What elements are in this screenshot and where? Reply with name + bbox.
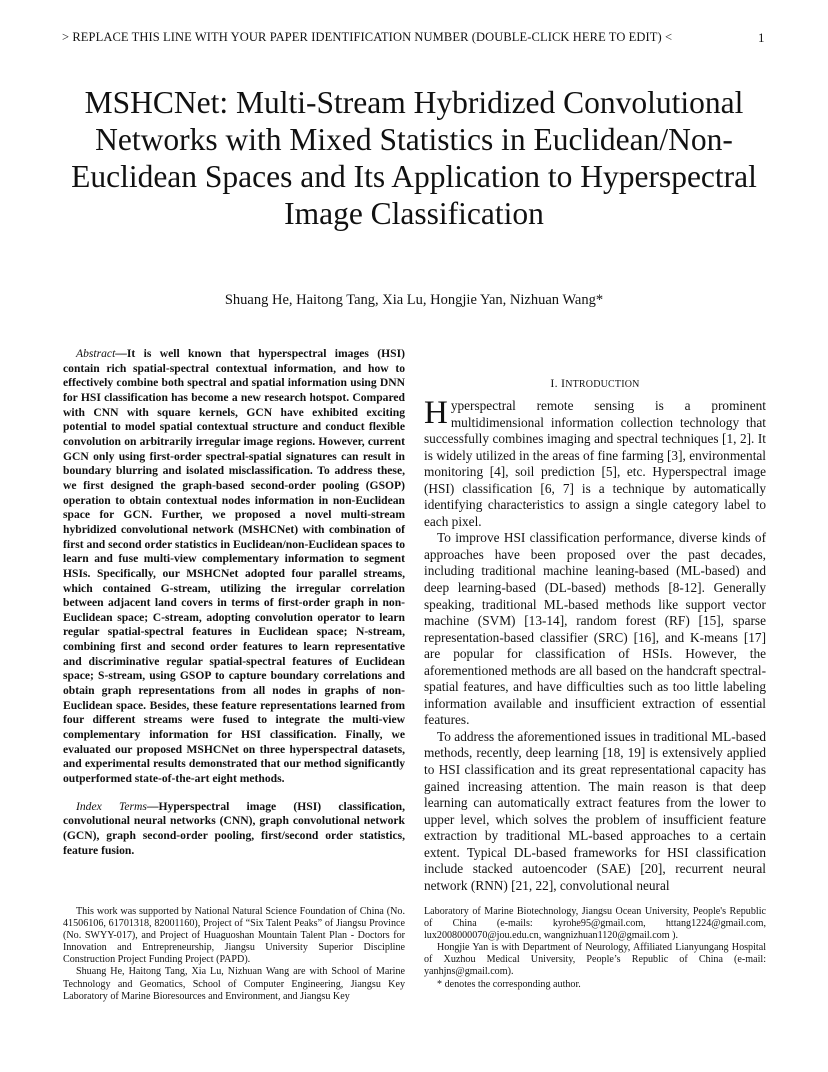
abstract-text: —It is well known that hyperspectral images (HSI) contain rich spatial-spectral contextual information, and how to effectively combine both spectral and spatial information using DNN for HSI classification has become a new research hotspot. Compared with CNN with square kernels, GCN have exhibited exciting potential to model spatial contextual structure and conduct flexible convolution on arbitrarily irregular image regions. However, current GCN only using first-order spectral-spatial signatures can result in boundary blurring and isolated misclassification. To address these, we first designed the graph-based second-order pooling (GSOP) operation to obtain contextual nodes information in non-Euclidean space for GCN. Further, we proposed a novel multi-stream hybridized convolutional network (MSHCNet) with combination of first and second order statistics in Euclidean/non-Euclidean spaces to learn and fuse multi-view complementary information to segment HSIs. Specifically, our MSHCNet adopted four parallel streams, which contained G-stream, utilizing the irregular correlation between adjacent land covers in terms of first-order graph in non-Euclidean space; C-stream, adopting convolution operator to learn regular spatial-spectral features in Euclidean space; N-stream, combining first and second order features to learn representative and discriminative regular spatial-spectral features of Euclidean space; S-stream, using GSOP to capture boundary correlations and obtain graph representations from all nodes in graphs of non-Euclidean space. Besides, these feature representations learned from four different streams were fused to integrate the multi-view complementary information for HSI classification. Finally, we evaluated our proposed MSHCNet on three hyperspectral datasets, and experimental results demonstrated that our method significantly outperformed state-of-the-art eight methods.: [63, 347, 405, 786]
intro-paragraph-1: [424, 395, 766, 530]
abstract-lead: Abstract: [76, 347, 116, 360]
page-number: 1: [758, 30, 765, 45]
running-head: > REPLACE THIS LINE WITH YOUR PAPER IDENTIFICATION NUMBER (DOUBLE-CLICK HERE TO EDIT) <: [62, 30, 673, 44]
drop-cap: H: [424, 395, 448, 431]
footnote-funding: This work was supported by National Natural Science Foundation of China (No. 41506106, 61701318, 82001160), Project of “Six Talent Peaks” of Jiangsu Province (No. SWYY-017), and Project of Huaguoshan Mountain Talent Plan - Doctors for Innovation and Entrepreneurship, Jiangsu University Superior Discipline Construction Project Funding Project (PAPD).: [63, 906, 405, 966]
index-terms-lead: Index Terms: [76, 799, 147, 813]
right-column: [424, 376, 766, 894]
section-heading-introduction: [424, 376, 766, 391]
footnotes-right: [424, 906, 766, 991]
heading-smallcaps: NTRODUCTION: [565, 379, 640, 390]
footnote-corresponding: * denotes the corresponding author.: [437, 978, 581, 990]
footnotes-left: [63, 906, 405, 1003]
index-terms-text: —Hyperspectral image (HSI) classification, convolutional neural networks (CNN), graph convolutional network (GCN), graph second-order pooling, first/second order statistics, feature fusion.: [63, 799, 405, 857]
abstract: [63, 347, 405, 787]
intro-paragraph-3: To address the aforementioned issues in traditional ML-based methods, recently, deep learning [18, 19] is extensively applied to HSI classification and its great representational capacity has gained increasing attention. The main reason is that deep learning can automatically extract features from the lower to upper level, which solves the problem of insufficient feature extraction by traditional ML-based approaches to a certain extent. Typical DL-based frameworks for HSI classification include stacked autoencoder (SAE) [20], recurrent neural network (RNN) [21, 22], convolutional neural: [424, 728, 766, 893]
author-list: Shuang He, Haitong Tang, Xia Lu, Hongjie Yan, Nizhuan Wang*: [224, 292, 604, 308]
heading-numeral: I. I: [550, 376, 566, 390]
footnote-affiliation-1-continued: Laboratory of Marine Biotechnology, Jiangsu Ocean University, People's Republic of China (e-mails: kyrohe95@gmail.com, httang1224@gmail.com, lux2008000070@jou.edu.cn, wangnizhuan1120@gmail.com ).: [424, 906, 766, 942]
footnote-affiliation-2: Hongjie Yan is with Department of Neurology, Affiliated Lianyungang Hospital of Xuzhou Medical University, People’s Republic of China (e-mail: yanhjns@gmail.com).: [424, 942, 766, 978]
paper-title: MSHCNet: Multi-Stream Hybridized Convolutional Networks with Mixed Statistics in Euclidean/Non-Euclidean Spaces and Its Application to Hyperspectral Image Classification: [71, 85, 757, 231]
intro-paragraph-1-text: yperspectral remote sensing is a prominent multidimensional information collection technology that successfully combines imaging and spectral techniques [1, 2]. It is widely utilized in the areas of fine farming [3], environmental monitoring [4], soil prediction [5], etc. Hyperspectral image (HSI) classification [6, 7] is a technique by automatically identifying characteristics to assign a single category label to each pixel.: [424, 398, 766, 529]
index-terms: [63, 800, 405, 859]
left-column: [63, 347, 405, 858]
intro-paragraph-2: To improve HSI classification performance, diverse kinds of approaches have been proposed over the past decades, including traditional machine leaning-based (ML-based) and deep learning-based (DL-based) methods [8-12]. Generally speaking, traditional ML-based methods like support vector machine (SVM) [13-14], random forest (RF) [15], sparse representation-based classifier (SRC) [16], and K-means [17] are popular for classification of HSIs. However, the aforementioned methods are all based on the handcraft spectral-spatial features, and have difficulties such as too little labeling information available and insufficient extraction of essential features.: [424, 530, 766, 728]
footnote-affiliation-1: Shuang He, Haitong Tang, Xia Lu, Nizhuan Wang are with School of Marine Technology and Geomatics, School of Computer Engineering, Jiangsu Key Laboratory of Marine Bioresources and Environment, and Jiangsu Key: [63, 966, 405, 1002]
